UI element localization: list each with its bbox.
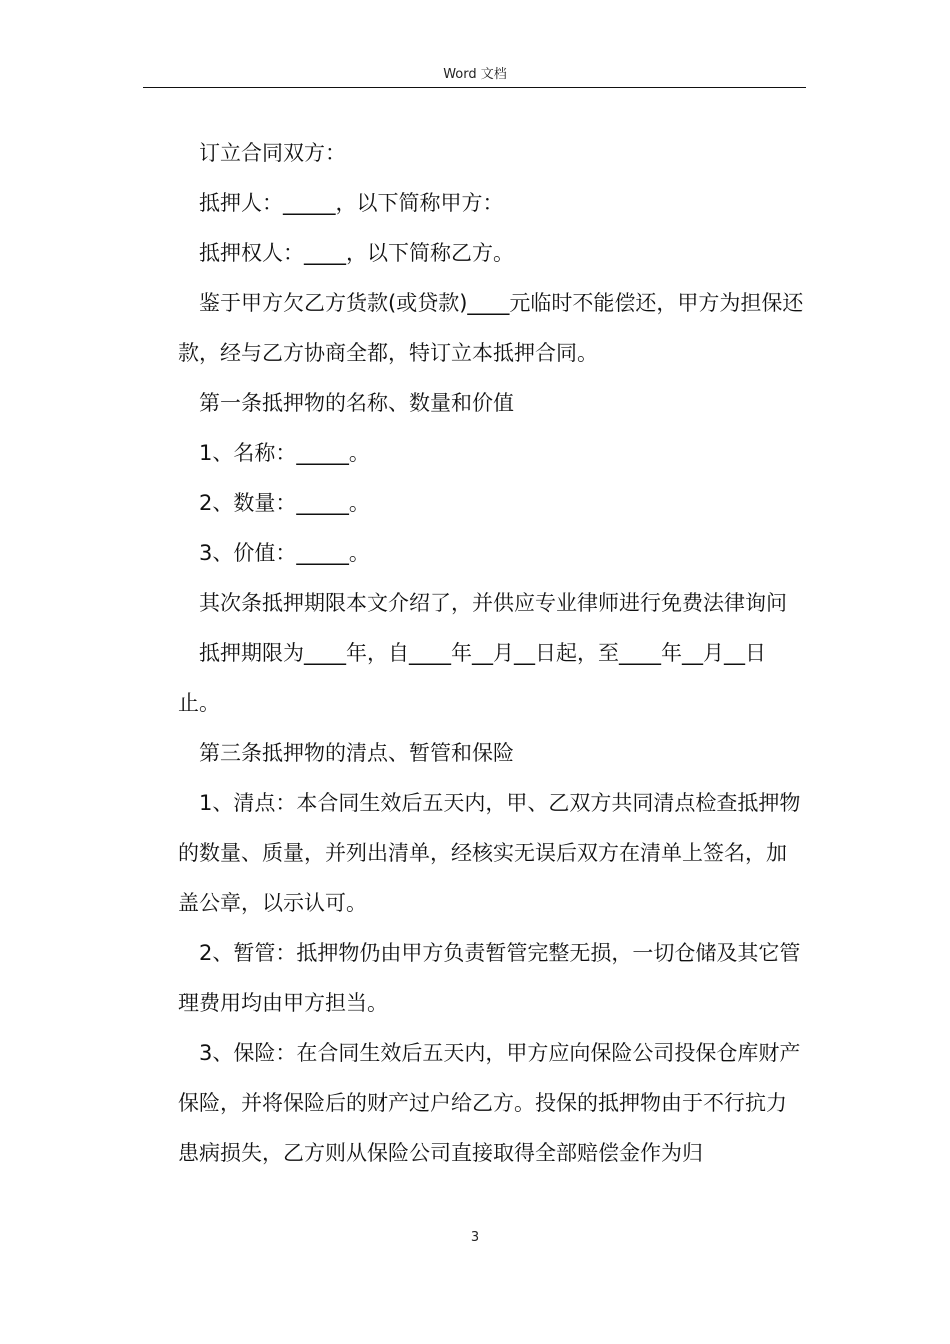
paragraph-item-quantity: 2、数量：_____。 xyxy=(199,491,370,515)
paragraph-insurance: 3、保险：在合同生效后五天内，甲方应向保险公司投保仓库财产保险，并将保险后的财产过户给乙方。投保的抵押物由于不行抗力患病损失，乙方则从保险公司直接取得全部赔偿金作为归 xyxy=(178,1041,801,1165)
document-body xyxy=(178,128,806,1178)
page-number: 3 xyxy=(470,1230,480,1245)
paragraph-term: 抵押期限为____年，自____年__月__日起，至____年__月__日止。 xyxy=(178,641,766,715)
paragraph-custody: 2、暂管：抵押物仍由甲方负责暂管完整无损，一切仓储及其它管理费用均由甲方担当。 xyxy=(178,941,801,1015)
header-divider xyxy=(143,87,806,88)
paragraph-article-3-heading: 第三条抵押物的清点、暂管和保险 xyxy=(199,741,514,765)
paragraph-inventory: 1、清点：本合同生效后五天内，甲、乙双方共同清点检查抵押物的数量、质量，并列出清单，经核实无误后双方在清单上签名，加盖公章，以示认可。 xyxy=(178,791,801,915)
paragraph-article-2-heading: 其次条抵押期限本文介绍了，并供应专业律师进行免费法律询问 xyxy=(199,591,787,615)
paragraph-preamble: 鉴于甲方欠乙方货款(或贷款)____元临时不能偿还，甲方为担保还款，经与乙方协商全都，特订立本抵押合同。 xyxy=(178,291,804,365)
page-header-title: Word 文档 xyxy=(443,67,507,82)
paragraph-parties-heading: 订立合同双方： xyxy=(199,141,346,165)
paragraph-mortgagor: 抵押人：_____，以下简称甲方： xyxy=(199,191,504,215)
paragraph-article-1-heading: 第一条抵押物的名称、数量和价值 xyxy=(199,391,514,415)
paragraph-mortgagee: 抵押权人：____，以下简称乙方。 xyxy=(199,241,514,265)
paragraph-item-value: 3、价值：_____。 xyxy=(199,541,370,565)
paragraph-item-name: 1、名称：_____。 xyxy=(199,441,370,465)
